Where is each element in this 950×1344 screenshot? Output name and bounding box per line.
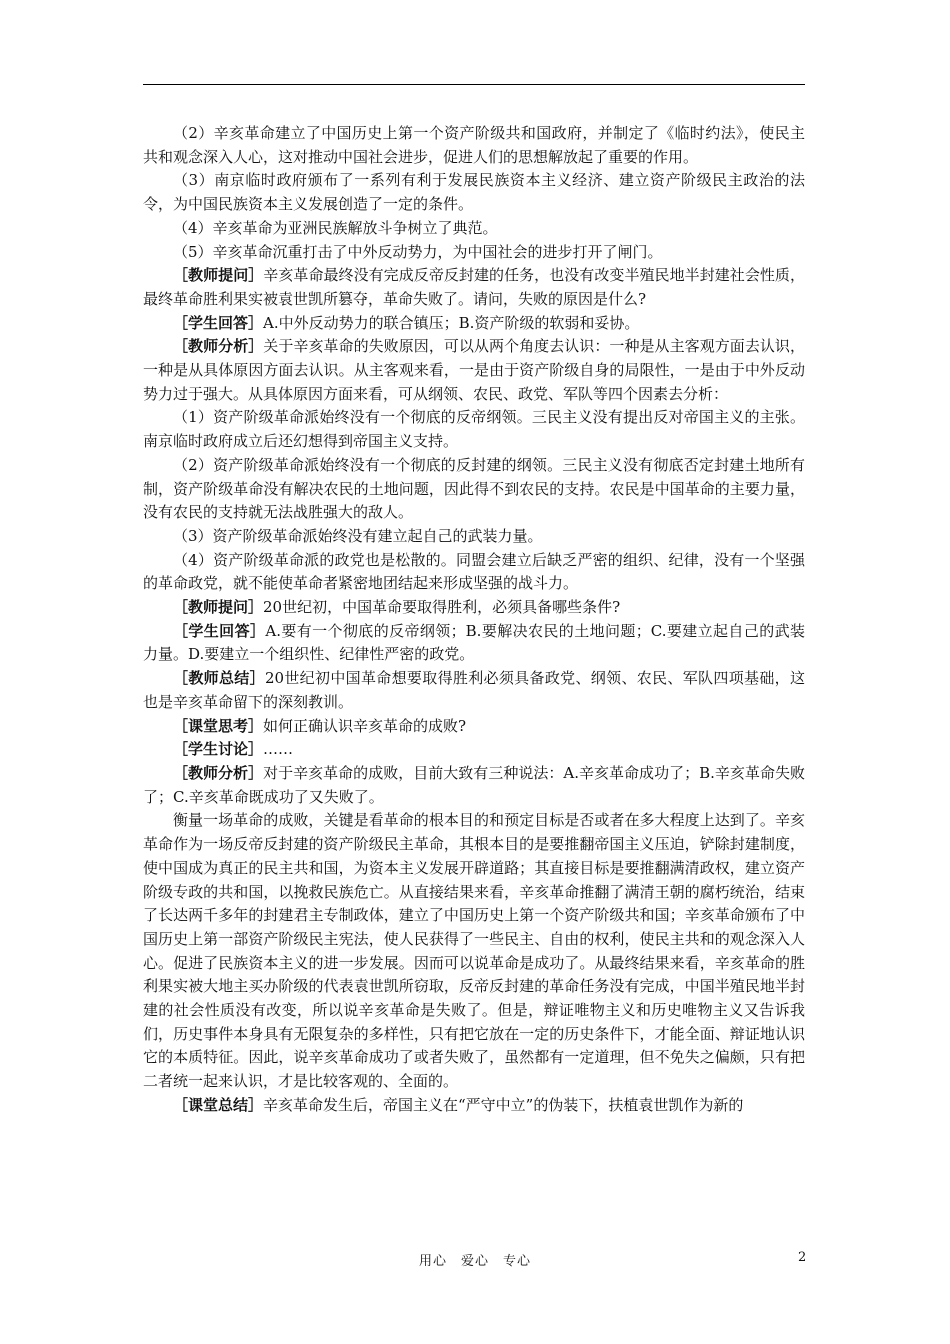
- section-label: ［教师总结］: [173, 669, 265, 688]
- paragraph: 衡量一场革命的成败，关键是看革命的根本目的和预定目标是否或者在多大程度上达到了。辛亥革命作为一场反帝反封建的资产阶级民主革命，其根本目的是要推翻帝国主义压迫，铲除封建制度，使中国成为真正的民主共和国，为资本主义发展开辟道路；其直接目标是要推翻满清政权，建立资产阶级专政的共和国，以挽救民族危亡。从直接结果来看，辛亥革命推翻了满清王朝的腐朽统治，结束了长达两千多年的封建君主专制政体，建立了中国历史上第一个资产阶级共和国；辛亥革命颁布了中国历史上第一部资产阶级民主宪法，使人民获得了一些民主、自由的权利，使民主共和的观念深入人心。促进了民族资本主义的进一步发展。因而可以说革命是成功了。从最终结果来看，辛亥革命的胜利果实被大地主买办阶级的代表袁世凯所窃取，反帝反封建的革命任务没有完成，中国半殖民地半封建的社会性质没有改变，所以说辛亥革命是失败了。但是，辩证唯物主义和历史唯物主义又告诉我们，历史事件本身具有无限复杂的多样性，只有把它放在一定的历史条件下，才能全面、辩证地认识它的本质特征。因此，说辛亥革命成功了或者失败了，虽然都有一定道理，但不免失之偏颇，只有把二者统一起来认识，才是比较客观的、全面的。: [143, 811, 805, 1091]
- section-label: ［学生回答］: [173, 621, 266, 640]
- paragraph: ［教师分析］关于辛亥革命的失败原因，可以从两个角度去认识：一种是从主客观方面去认识，一种是从具体原因方面去认识。从主客观来看，一是由于资产阶级自身的局限性，一是由于中外反动势力过于强大。从具体原因方面来看，可从纲领、农民、政党、军队等四个因素去分析：: [143, 337, 805, 403]
- footer-motto: 用心 爱心 专心: [418, 1254, 531, 1269]
- section-label: ［学生回答］: [173, 313, 264, 332]
- page-number: 2: [798, 1250, 807, 1265]
- paragraph: ［教师总结］20世纪初中国革命想要取得胜利必须具备政党、纲领、农民、军队四项基础，这也是辛亥革命留下的深刻教训。: [143, 669, 805, 711]
- paragraph: ［课堂总结］辛亥革命发生后，帝国主义在“严守中立”的伪装下，扶植袁世凯作为新的: [173, 1095, 744, 1114]
- paragraph: ［学生回答］A.中外反动势力的联合镇压；B.资产阶级的软弱和妥协。: [173, 313, 640, 332]
- paragraph: ［课堂思考］如何正确认识辛亥革命的成败?: [173, 716, 467, 735]
- section-label: ［教师提问］: [173, 266, 264, 285]
- paragraph: （3）资产阶级革命派始终没有建立起自己的武装力量。: [173, 526, 543, 545]
- paragraph: ［教师提问］辛亥革命最终没有完成反帝反封建的任务，也没有改变半殖民地半封建社会性质，最终革命胜利果实被袁世凯所篡夺，革命失败了。请问，失败的原因是什么?: [143, 266, 805, 308]
- paragraph: （1）资产阶级革命派始终没有一个彻底的反帝纲领。三民主义没有提出反对帝国主义的主张。南京临时政府成立后还幻想得到帝国主义支持。: [143, 408, 805, 451]
- paragraph: ［教师提问］20世纪初，中国革命要取得胜利，必须具备哪些条件?: [173, 598, 621, 617]
- paragraph: （2）资产阶级革命派始终没有一个彻底的反封建的纲领。三民主义没有彻底否定封建土地所有制，资产阶级革命没有解决农民的土地问题，因此得不到农民的支持。农民是中国革命的主要力量，没有农民的支持就无法战胜强大的敌人。: [143, 455, 805, 522]
- section-label: ［学生讨论］: [173, 740, 264, 759]
- paragraph: （5）辛亥革命沉重打击了中外反动势力，为中国社会的进步打开了闸门。: [173, 242, 663, 261]
- paragraph: ［学生回答］A.要有一个彻底的反帝纲领；B.要解决农民的土地问题；C.要建立起自己的武装力量。D.要建立一个组织性、纪律性严密的政党。: [143, 621, 805, 664]
- section-label: ［教师提问］: [173, 598, 264, 617]
- paragraph: ［学生讨论］……: [173, 740, 294, 759]
- document-body: [143, 122, 805, 1118]
- paragraph: （2）辛亥革命建立了中国历史上第一个资产阶级共和国政府，并制定了《临时约法》，使民主共和观念深入人心，这对推动中国社会进步，促进人们的思想解放起了重要的作用。: [143, 124, 805, 166]
- paragraph: （4）资产阶级革命派的政党也是松散的。同盟会建立后缺乏严密的组织、纪律，没有一个坚强的革命政党，就不能使革命者紧密地团结起来形成坚强的战斗力。: [143, 550, 805, 593]
- header-rule: [143, 84, 805, 85]
- section-label: ［教师分析］: [173, 763, 264, 782]
- paragraph: ［教师分析］对于辛亥革命的成败，目前大致有三种说法：A.辛亥革命成功了；B.辛亥革命失败了；C.辛亥革命既成功了又失败了。: [143, 763, 805, 806]
- section-label: ［课堂思考］: [173, 716, 264, 735]
- paragraph: （3）南京临时政府颁布了一系列有利于发展民族资本主义经济、建立资产阶级民主政治的法令，为中国民族资本主义发展创造了一定的条件。: [143, 171, 805, 214]
- paragraph: （4）辛亥革命为亚洲民族解放斗争树立了典范。: [173, 218, 498, 237]
- section-label: ［教师分析］: [173, 337, 264, 356]
- section-label: ［课堂总结］: [173, 1095, 264, 1114]
